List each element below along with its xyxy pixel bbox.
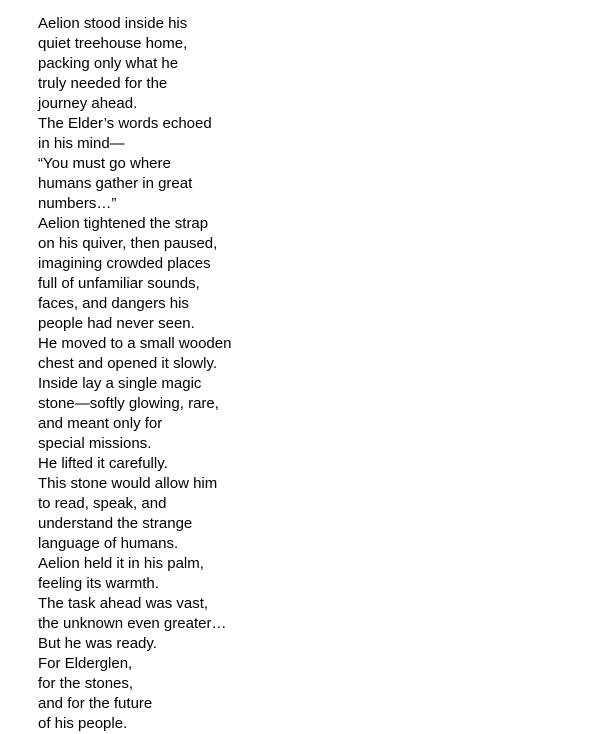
story-line: He moved to a small wooden <box>38 335 232 352</box>
story-line: This stone would allow him <box>38 475 218 492</box>
story-line: for the stones, <box>38 675 134 692</box>
story-line: numbers…” <box>38 195 117 212</box>
story-line: Aelion stood inside his <box>38 15 188 32</box>
story-line: The task ahead was vast, <box>38 595 209 612</box>
story-line: truly needed for the <box>38 75 168 92</box>
story-line: understand the strange <box>38 515 193 532</box>
story-line: chest and opened it slowly. <box>38 355 217 372</box>
story-line: full of unfamiliar sounds, <box>38 275 200 292</box>
story-line: Aelion tightened the strap <box>38 215 209 232</box>
story-line: on his quiver, then paused, <box>38 235 218 252</box>
story-line: people had never seen. <box>38 315 195 332</box>
story-line: Aelion held it in his palm, <box>38 555 204 572</box>
story-line: in his mind— <box>38 135 125 152</box>
story-line: stone—softly glowing, rare, <box>38 395 219 412</box>
story-line: language of humans. <box>38 535 179 552</box>
story-line: feeling its warmth. <box>38 575 159 592</box>
story-line: Inside lay a single magic <box>38 375 202 392</box>
story-line: “You must go where <box>38 155 171 172</box>
story-line: humans gather in great <box>38 175 193 192</box>
story-text-block <box>38 14 278 734</box>
story-line: of his people. <box>38 715 128 732</box>
story-line: packing only what he <box>38 55 179 72</box>
story-line: special missions. <box>38 435 152 452</box>
story-line: the unknown even greater… <box>38 615 227 632</box>
story-line: For Elderglen, <box>38 655 133 672</box>
story-line: The Elder’s words echoed <box>38 115 212 132</box>
story-line: quiet treehouse home, <box>38 35 188 52</box>
story-line: to read, speak, and <box>38 495 167 512</box>
story-line: and meant only for <box>38 415 163 432</box>
story-line: faces, and dangers his <box>38 295 189 312</box>
story-line: imagining crowded places <box>38 255 211 272</box>
story-line: and for the future <box>38 695 153 712</box>
story-line: But he was ready. <box>38 635 157 652</box>
story-line: He lifted it carefully. <box>38 455 168 472</box>
story-line: journey ahead. <box>38 95 138 112</box>
